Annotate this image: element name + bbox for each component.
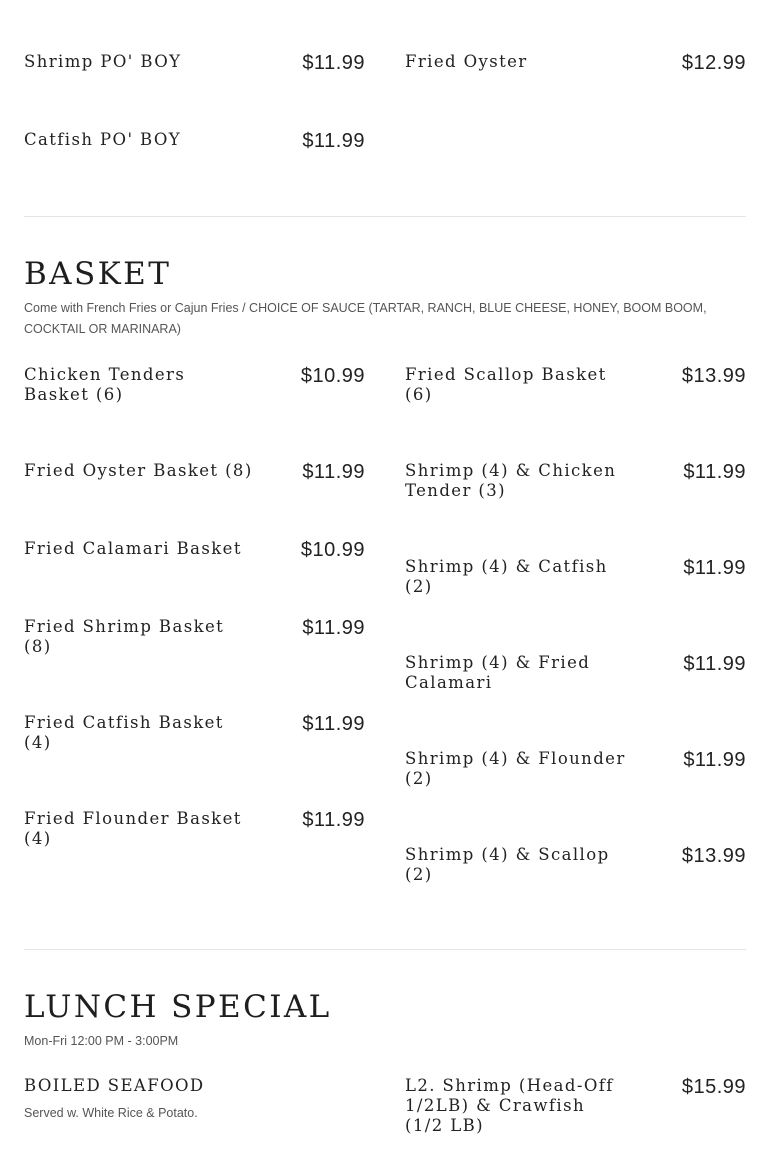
menu-item-note: Served w. White Rice & Potato. [24,1106,198,1120]
menu-item-price: $11.99 [302,713,365,735]
menu-item-name: Catfish PO' BOY [24,130,182,149]
menu-item-price: $11.99 [302,461,365,483]
menu-item-name: Shrimp (4) & Flounder (2) [405,749,626,788]
menu-item-name: Shrimp (4) & Catfish (2) [405,557,608,596]
menu-item-name: Shrimp (4) & Chicken Tender (3) [405,461,617,500]
section-divider [24,216,746,217]
menu-item-price: $11.99 [683,749,746,771]
menu-item-price: $13.99 [681,845,746,867]
menu-item-name: Fried Oyster [405,52,528,71]
menu-item-price: $11.99 [302,130,365,152]
menu-item-price: $15.99 [681,1076,746,1098]
menu-item-price: $10.99 [300,365,365,387]
menu-item-name: Chicken Tenders Basket (6) [24,365,186,404]
menu-item-price: $12.99 [681,52,746,74]
menu-item-name: L2. Shrimp (Head-Off 1/2LB) & Crawfish (1/2 LB) [405,1076,614,1135]
menu-item-name: Fried Calamari Basket [24,539,242,558]
menu-item-name: Fried Scallop Basket (6) [405,365,607,404]
menu-item-name: Shrimp PO' BOY [24,52,182,71]
menu-item-price: $11.99 [302,617,365,639]
menu-item-name: BOILED SEAFOOD [24,1076,205,1095]
menu-item-name: Fried Shrimp Basket (8) [24,617,225,656]
menu-item-price: $11.99 [302,52,365,74]
section-title-basket: BASKET [24,256,172,292]
menu-item-price: $13.99 [681,365,746,387]
menu-item-price: $11.99 [683,653,746,675]
section-divider [24,949,746,950]
menu-item-price: $11.99 [683,557,746,579]
section-title-lunch-special: LUNCH SPECIAL [24,989,332,1025]
section-description: Mon-Fri 12:00 PM - 3:00PM [24,1034,179,1048]
section-description: Come with French Fries or Cajun Fries / CHOICE OF SAUCE (TARTAR, RANCH, BLUE CHEESE, HONEY, BOOM BOOM, COCKTAIL OR MARINARA) [24,301,707,336]
menu-item-price: $10.99 [300,539,365,561]
menu-item-name: Fried Oyster Basket (8) [24,461,253,480]
menu-item-price: $11.99 [683,461,746,483]
menu-item-name: Fried Flounder Basket (4) [24,809,242,848]
menu-item-price: $11.99 [302,809,365,831]
menu-item-name: Shrimp (4) & Fried Calamari [405,653,591,692]
menu-item-name: Shrimp (4) & Scallop (2) [405,845,610,884]
menu-item-name: Fried Catfish Basket (4) [24,713,224,752]
